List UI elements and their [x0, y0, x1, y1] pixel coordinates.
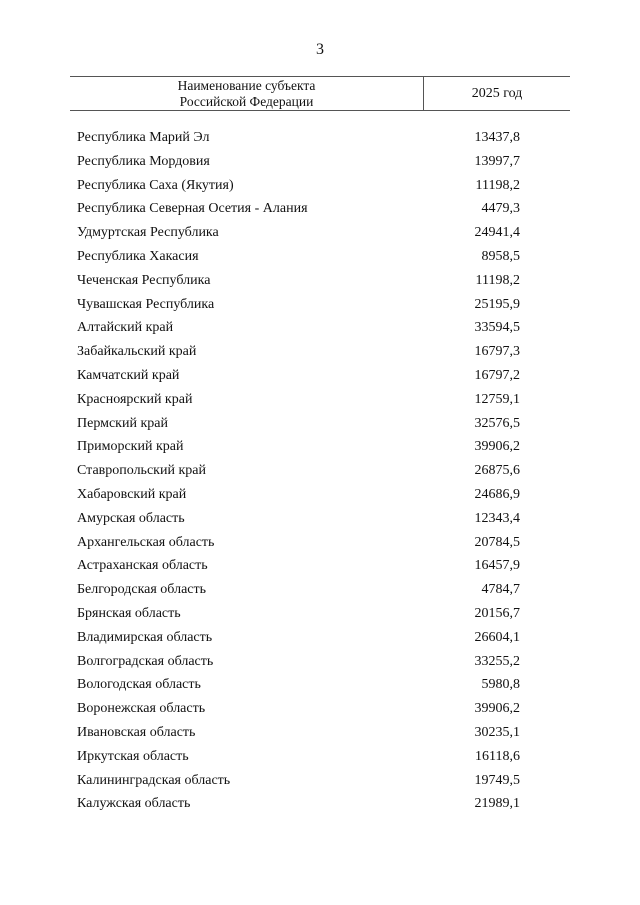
table-row: [77, 507, 527, 531]
table-row: [77, 412, 527, 436]
table-row: [77, 340, 527, 364]
table-row: [77, 602, 527, 626]
table-row: [77, 364, 527, 388]
table-row: [77, 150, 527, 174]
region-name: Камчатский край: [77, 367, 180, 383]
region-name: Забайкальский край: [77, 344, 197, 360]
region-value-2025: 33255,2: [474, 653, 520, 669]
region-value-2025: 12343,4: [474, 510, 520, 526]
region-value-2025: 30235,1: [474, 724, 520, 740]
region-value-2025: 20156,7: [474, 605, 520, 621]
region-value-2025: 11198,2: [475, 177, 520, 193]
table-row: [77, 578, 527, 602]
region-value-2025: 24941,4: [474, 225, 520, 241]
region-value-2025: 13997,7: [474, 153, 520, 169]
table-row: [77, 197, 527, 221]
region-name: Иркутская область: [77, 748, 189, 764]
region-name: Чувашская Республика: [77, 296, 215, 312]
region-value-2025: 16797,2: [474, 367, 520, 383]
region-name: Красноярский край: [77, 391, 193, 407]
region-name: Волгоградская область: [77, 653, 214, 669]
region-value-2025: 33594,5: [474, 320, 520, 336]
table-row: [77, 174, 527, 198]
region-value-2025: 25195,9: [474, 296, 520, 312]
region-name: Воронежская область: [77, 701, 206, 717]
header-region-name-line2: Российской Федерации: [179, 93, 314, 109]
region-value-2025: 12759,1: [474, 391, 520, 407]
region-value-2025: 19749,5: [474, 772, 520, 788]
table-body: [77, 126, 527, 816]
region-name: Республика Хакасия: [77, 248, 199, 264]
region-name: Белгородская область: [77, 582, 207, 598]
region-name: Астраханская область: [77, 558, 208, 574]
region-value-2025: 24686,9: [474, 486, 520, 502]
region-name: Удмуртская Республика: [77, 225, 219, 241]
table-row: [77, 388, 527, 412]
region-name: Ставропольский край: [77, 463, 206, 479]
table-row: [77, 483, 527, 507]
region-value-2025: 13437,8: [474, 130, 520, 145]
table-row: [77, 269, 527, 293]
region-name: Брянская область: [77, 605, 181, 621]
region-value-2025: 26604,1: [474, 629, 520, 645]
table-row: [77, 721, 527, 745]
region-name: Калужская область: [77, 796, 191, 812]
region-name: Амурская область: [77, 510, 185, 526]
table-row: [77, 293, 527, 317]
table-row: [77, 435, 527, 459]
region-name: Хабаровский край: [77, 486, 187, 502]
table-header: [70, 76, 570, 111]
table-row: [77, 626, 527, 650]
region-name: Владимирская область: [77, 629, 213, 645]
region-value-2025: 39906,2: [474, 439, 520, 455]
region-value-2025: 39906,2: [474, 701, 520, 717]
table-row: [77, 650, 527, 674]
region-name: Архангельская область: [77, 534, 215, 550]
region-name: Чеченская Республика: [77, 272, 211, 288]
region-value-2025: 16797,3: [474, 344, 520, 360]
table-row: [77, 531, 527, 555]
table-row: [77, 673, 527, 697]
region-value-2025: 32576,5: [474, 415, 520, 431]
table-row: [77, 792, 527, 816]
region-value-2025: 20784,5: [474, 534, 520, 550]
table-row: [77, 554, 527, 578]
header-region-name-line1: Наименование субъекта: [177, 77, 316, 93]
table-row: [77, 221, 527, 245]
header-region-name: [70, 77, 423, 110]
region-value-2025: 11198,2: [475, 272, 520, 288]
region-value-2025: 5980,8: [481, 677, 520, 693]
table-row: [77, 316, 527, 340]
region-name: Республика Марий Эл: [77, 130, 210, 145]
table-row: [77, 745, 527, 769]
region-name: Пермский край: [77, 415, 168, 431]
region-value-2025: 4479,3: [481, 201, 520, 217]
table-row: [77, 245, 527, 269]
region-name: Вологодская область: [77, 677, 201, 693]
region-value-2025: 16118,6: [475, 748, 520, 764]
table-row: [77, 769, 527, 793]
table-row: [77, 459, 527, 483]
region-value-2025: 4784,7: [481, 582, 520, 598]
header-year: 2025 год: [471, 85, 523, 101]
table-row: [77, 697, 527, 721]
region-name: Республика Мордовия: [77, 153, 210, 169]
region-name: Республика Северная Осетия - Алания: [77, 201, 308, 217]
region-name: Ивановская область: [77, 724, 196, 740]
page-number: 3: [316, 41, 324, 58]
region-value-2025: 16457,9: [474, 558, 520, 574]
region-value-2025: 26875,6: [474, 463, 520, 479]
region-name: Республика Саха (Якутия): [77, 177, 234, 193]
region-name: Приморский край: [77, 439, 184, 455]
table-row: [77, 126, 527, 150]
region-value-2025: 8958,5: [481, 248, 520, 264]
region-name: Алтайский край: [77, 320, 174, 336]
region-name: Калининградская область: [77, 772, 231, 788]
region-value-2025: 21989,1: [474, 796, 520, 812]
